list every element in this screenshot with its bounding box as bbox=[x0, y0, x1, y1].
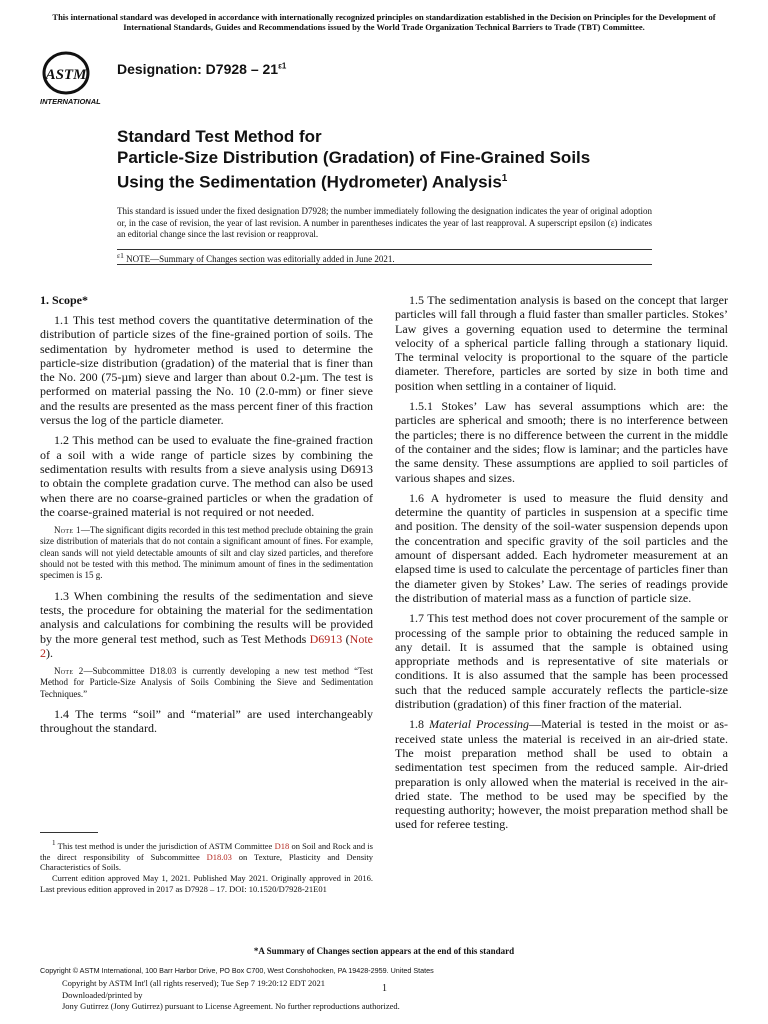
footnote-text-c: on Texture, Plasticity and Density Characteristics of Soils. bbox=[40, 851, 373, 873]
right-column bbox=[395, 293, 728, 838]
title-line-2: Particle-Size Distribution (Gradation) of Fine-Grained Soils bbox=[117, 148, 591, 167]
section-1-8-title: Material Processing bbox=[429, 717, 530, 732]
footnote-jurisdiction bbox=[40, 838, 373, 873]
note-2-text: —Subcommittee D18.03 is currently developing a new test method “Test Method for Particle-Size Analysis of Soils Combining the Sieve and Sedimentation Techniques.” bbox=[40, 666, 373, 699]
divider bbox=[117, 249, 652, 250]
logo-mark-text: ASTM bbox=[45, 67, 87, 83]
title-line-3 bbox=[117, 168, 657, 193]
title-line-1: Standard Test Method for bbox=[117, 127, 322, 146]
divider bbox=[117, 264, 652, 265]
note-1-label: Note 1 bbox=[54, 525, 81, 536]
note-2 bbox=[40, 666, 373, 700]
d18-03-link[interactable]: D18.03 bbox=[206, 851, 232, 862]
note-1-text: —The significant digits recorded in this test method preclude obtaining the grain size distribution of materials that do not contain a significant amount of fines. For example, clean sands will not yield detectable amounts of silt and clay sized particles, and therefore should not be tested with this method. The minimum amount of fines in the sedimentation specimen is 15 g. bbox=[40, 525, 373, 581]
section-1-2: 1.2 This method can be used to evaluate the fine-grained fraction of a soil with a wide range of particle sizes by combining the sedimentation results with results from a sieve analysis using D6913 to obtain the complete gradation curve. The method can also be used when there are no coarse-grained particles or when the gradation of the coarse-grained material is not required or not needed. bbox=[40, 433, 373, 519]
note-2-link[interactable]: Note 2 bbox=[40, 631, 373, 660]
footnote-edition: Current edition approved May 1, 2021. Published May 2021. Originally approved in 2016. Last previous edition approved in 2017 as D7928 – 17. DOI: 10.1520/D7928-21E01 bbox=[40, 873, 373, 895]
scope-heading: 1. Scope* bbox=[40, 293, 88, 307]
footnote-marker: 1 bbox=[52, 839, 56, 847]
section-1-8 bbox=[395, 717, 728, 831]
section-1-7: 1.7 This test method does not cover procurement of the sample or processing of the sample prior to obtaining the reduced sample in any detail. It is assumed that the sample is obtained using appropriate methods and is representative of site materials or conditions. It is also assumed that the sample has been processed such that the reduced sample accurately reflects the particle-size distribution (gradation) of this finer fraction of the material. bbox=[395, 611, 728, 712]
editorial-note bbox=[117, 251, 395, 264]
section-1-3-text-a: 1.3 When combining the results of the sedimentation and sieve tests, the procedure for obtaining the material for the sedimentation analysis and calculations for combining the results will be provided by the more general test method, such as Test Methods bbox=[40, 588, 373, 646]
footnote-text-a: This test method is under the jurisdiction of ASTM Committee bbox=[55, 840, 275, 851]
astm-logo bbox=[38, 48, 112, 108]
license-line-1: Copyright by ASTM Int'l (all rights reserved); Tue Sep 7 19:20:12 EDT 2021 bbox=[62, 978, 325, 988]
editorial-note-text: NOTE—Summary of Changes section was editorially added in June 2021. bbox=[123, 254, 395, 264]
section-1-8-text: —Material is tested in the moist or as-received state unless the material is received in an air-dried state. The moist preparation method shall be used to obtain a sedimentation test specimen from the reduced sample. Air-dried preparation is only allowed when the material is received in the air-dried state. The method to be used may be specified by the requesting authority; however, the moist preparation method shall be used for referee testing. bbox=[395, 717, 729, 832]
d18-link[interactable]: D18 bbox=[274, 840, 290, 851]
designation-epsilon: ε1 bbox=[278, 61, 287, 71]
page-number: 1 bbox=[382, 983, 387, 994]
tbt-notice: This international standard was developed in accordance with internationally recognized principles on standardization established in the Decision on Principles for the Development of International Standards, Guides and Recommendations issued by the World Trade Organization Technical Barriers to Trade (TBT) Committee. bbox=[52, 12, 716, 32]
section-1-8-number: 1.8 bbox=[409, 717, 430, 732]
section-1-1: 1.1 This test method covers the quantitative determination of the distribution of particle sizes of the fine-grained portion of soils. The sedimentation by hydrometer method is used to determine the particle-size distribution (gradation) of the material that is finer than the No. 200 (75-µm) sieve and larger than about 0.2-µm. The test is performed on material passing the No. 10 (2.0-mm) or finer sieve and the results are presented as the mass percent finer of this fraction versus the log of the particle diameter. bbox=[40, 313, 373, 428]
title-line-3-text: Using the Sedimentation (Hydrometer) Analysis bbox=[117, 172, 502, 192]
footnote-divider bbox=[40, 832, 98, 833]
editorial-note-epsilon: ε1 bbox=[117, 251, 124, 260]
section-1-3 bbox=[40, 589, 373, 660]
footnote bbox=[40, 838, 373, 895]
left-column bbox=[40, 293, 373, 742]
license-line-3: Jony Gutirrez (Jony Gutirrez) pursuant to License Agreement. No further reproductions authorized. bbox=[62, 1001, 400, 1011]
document-title bbox=[117, 126, 657, 193]
d6913-link[interactable]: D6913 bbox=[309, 631, 343, 646]
license-stamp bbox=[62, 978, 400, 1013]
footnote-text-b: on Soil and Rock and is the direct responsibility of Subcommittee bbox=[40, 840, 373, 862]
title-footnote-ref[interactable]: 1 bbox=[501, 173, 508, 184]
designation bbox=[117, 61, 286, 77]
issuance-statement: This standard is issued under the fixed designation D7928; the number immediately following the designation indicates the year of original adoption or, in the case of revision, the year of last revision. A number in parentheses indicates the year of last reapproval. A superscript epsilon (ε) indicates an editorial change since the last revision or reapproval. bbox=[117, 206, 652, 239]
copyright-line: Copyright © ASTM International, 100 Barr Harbor Drive, PO Box C700, West Conshohocken, PA 19428-2959. United States bbox=[40, 966, 434, 975]
license-line-2: Downloaded/printed by bbox=[62, 989, 143, 1000]
section-1-3-text-c: ). bbox=[46, 645, 53, 660]
logo-subtext: INTERNATIONAL bbox=[40, 97, 101, 106]
designation-text: Designation: D7928 – 21 bbox=[117, 61, 279, 77]
section-1-5-1: 1.5.1 Stokes’ Law has several assumptions which are: the particles are spherical and smooth; there is no interference between the particles; there is no difference between the current in the middle of the container and the sides; flow is laminar; and the particles have the same density. These assumptions are applied to soil particles of various shapes and sizes. bbox=[395, 399, 728, 485]
section-1-6: 1.6 A hydrometer is used to measure the fluid density and determine the quantity of particles in suspension at a specific time and position. The density of the soil-water suspension depends upon the concentration and specific gravity of the soil particles and the amount of dispersant added. Each hydrometer measurement at an elapsed time is used to calculate the percentage of particles finer than the diameter given by Stokes’ Law. The series of readings provide the distribution of material mass as a function of particle size. bbox=[395, 490, 728, 605]
summary-of-changes-note: *A Summary of Changes section appears at the end of this standard bbox=[253, 946, 515, 956]
note-1 bbox=[40, 525, 373, 581]
note-2-label: Note 2 bbox=[54, 666, 84, 677]
section-1-5: 1.5 The sedimentation analysis is based on the concept that larger particles will fall through a fluid faster than smaller particles. Stokes’ Law gives a governing equation used to determine the terminal velocity of a spherical particle falling through a stationary liquid. The terminal velocity is proportional to the square of the particle diameter. Therefore, particles are sorted by size in both time and position when settling in a container of liquid. bbox=[395, 293, 728, 393]
section-1-3-text-b: ( bbox=[342, 631, 350, 646]
section-1-4: 1.4 The terms “soil” and “material” are used interchangeably throughout the standard. bbox=[40, 707, 373, 736]
